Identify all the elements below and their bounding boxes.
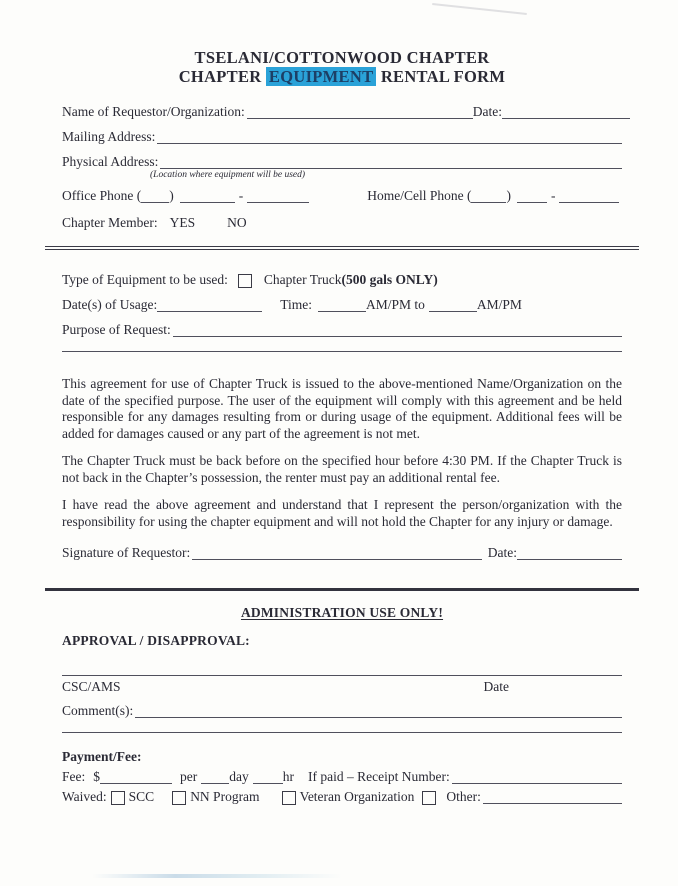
section-divider-double: [45, 246, 639, 250]
title-suffix: RENTAL FORM: [376, 67, 506, 86]
payment-heading: Payment/Fee:: [62, 749, 142, 764]
ampm-to-label: AM/PM to: [366, 297, 425, 312]
chapter-truck-checkbox[interactable]: [238, 274, 252, 288]
hr-count-field[interactable]: [253, 769, 283, 784]
fee-label: Fee:: [62, 769, 86, 784]
date-field[interactable]: [502, 104, 630, 119]
home-prefix-field[interactable]: [517, 188, 547, 203]
comments-field-line2[interactable]: [62, 731, 622, 733]
member-yes-option[interactable]: YES: [169, 215, 196, 230]
purpose-row: [62, 322, 622, 337]
name-field[interactable]: [247, 104, 473, 119]
day-count-field[interactable]: [201, 769, 229, 784]
scan-artifact-bottom: [92, 874, 342, 878]
member-row: [62, 215, 622, 230]
waived-other-field[interactable]: [483, 789, 622, 804]
mailing-label: Mailing Address:: [62, 129, 156, 144]
csc-signature-line[interactable]: [62, 674, 622, 676]
waived-scc-label: SCC: [128, 789, 155, 804]
member-no-option[interactable]: NO: [227, 215, 247, 230]
office-line-field[interactable]: [247, 188, 309, 203]
signature-label: Signature of Requestor:: [62, 545, 191, 560]
home-line-field[interactable]: [559, 188, 619, 203]
waived-row: [62, 789, 622, 804]
agreement-paragraph-1: This agreement for use of Chapter Truck is issued to the above-mentioned Name/Organization on the date of the specified purpose. The user of the equipment will comply with this agreement and be held responsible for any damages resulting from or during usage of the equipment. Additional fees will be added for damages caused or any part of the agreement is not met.: [62, 376, 622, 441]
date-label: Date:: [472, 104, 502, 119]
fee-amount-field[interactable]: [100, 769, 172, 784]
receipt-label: If paid – Receipt Number:: [308, 769, 450, 784]
mailing-row: [62, 129, 622, 144]
admin-heading: ADMINISTRATION USE ONLY!: [240, 605, 444, 620]
approval-label: APPROVAL / DISAPPROVAL:: [62, 633, 250, 648]
name-date-row: [62, 104, 622, 119]
csc-date-label: Date: [483, 679, 510, 694]
equipment-type-row: [62, 272, 622, 287]
mailing-field[interactable]: [157, 129, 622, 144]
purpose-label: Purpose of Request:: [62, 322, 171, 337]
comments-row: [62, 703, 622, 718]
truck-capacity-label: (500 gals ONLY): [341, 272, 438, 287]
usage-row: [62, 297, 622, 312]
time-to-field[interactable]: [429, 297, 477, 312]
time-label: Time:: [280, 297, 312, 312]
office-paren: ): [169, 188, 174, 203]
truck-label: Chapter Truck: [263, 272, 342, 287]
comments-label: Comment(s):: [62, 703, 134, 718]
home-phone-label: Home/Cell Phone (: [367, 188, 472, 203]
office-phone-label: Office Phone (: [62, 188, 142, 203]
home-paren: ): [506, 188, 511, 203]
location-note: (Location where equipment will be used): [150, 170, 306, 180]
phone-row: [62, 188, 622, 203]
form-title-line2: [62, 67, 622, 86]
fee-row: [62, 769, 622, 784]
day-label: day: [229, 769, 249, 784]
usage-date-field[interactable]: [157, 297, 262, 312]
per-label: per: [180, 769, 198, 784]
agreement-paragraph-3: I have read the above agreement and understand that I represent the person/organization with the responsibility for using the chapter equipment and will not hold the Chapter for any injury or damage.: [62, 497, 622, 529]
physical-row: [62, 154, 622, 169]
time-from-field[interactable]: [318, 297, 366, 312]
dollar-sign: $: [93, 769, 100, 784]
title-prefix: CHAPTER: [178, 67, 266, 86]
waived-veteran-label: Veteran Organization: [299, 789, 415, 804]
waived-nn-checkbox[interactable]: [172, 791, 186, 805]
agreement-paragraph-2: The Chapter Truck must be back before on the specified hour before 4:30 PM. If the Chapter Truck is not back in the Chapter’s possession, the renter must pay an additional rental fee.: [62, 453, 622, 485]
office-dash: -: [238, 188, 244, 203]
highlighted-word: EQUIPMENT: [266, 67, 376, 86]
form-title: [62, 48, 622, 86]
home-dash: -: [550, 188, 556, 203]
signature-date-field[interactable]: [517, 545, 622, 560]
comments-field[interactable]: [135, 703, 622, 718]
name-label: Name of Requestor/Organization:: [62, 104, 245, 119]
waived-other-label: Other:: [446, 789, 481, 804]
waived-veteran-checkbox[interactable]: [282, 791, 296, 805]
form-title-line1: TSELANI/COTTONWOOD CHAPTER: [194, 48, 490, 67]
usage-label: Date(s) of Usage:: [62, 297, 158, 312]
home-area-field[interactable]: [471, 188, 506, 203]
payment-heading-row: [62, 749, 622, 764]
receipt-number-field[interactable]: [452, 769, 622, 784]
physical-field[interactable]: [160, 154, 622, 169]
waived-scc-checkbox[interactable]: [111, 791, 125, 805]
csc-labels-row: [62, 679, 622, 694]
office-prefix-field[interactable]: [180, 188, 235, 203]
signature-date-label: Date:: [487, 545, 517, 560]
waived-label: Waived:: [62, 789, 107, 804]
office-area-field[interactable]: [141, 188, 169, 203]
hr-label: hr: [282, 769, 294, 784]
purpose-field-line2[interactable]: [62, 350, 622, 352]
purpose-field[interactable]: [173, 322, 622, 337]
member-label: Chapter Member:: [62, 215, 158, 230]
signature-row: [62, 545, 622, 560]
admin-section-divider: [45, 588, 639, 591]
waived-nn-label: NN Program: [190, 789, 260, 804]
waived-other-checkbox[interactable]: [422, 791, 436, 805]
signature-field[interactable]: [192, 545, 482, 560]
equipment-type-label: Type of Equipment to be used:: [62, 272, 228, 287]
physical-label: Physical Address:: [62, 154, 159, 169]
csc-label: CSC/AMS: [62, 679, 121, 694]
ampm-label: AM/PM: [476, 297, 522, 312]
